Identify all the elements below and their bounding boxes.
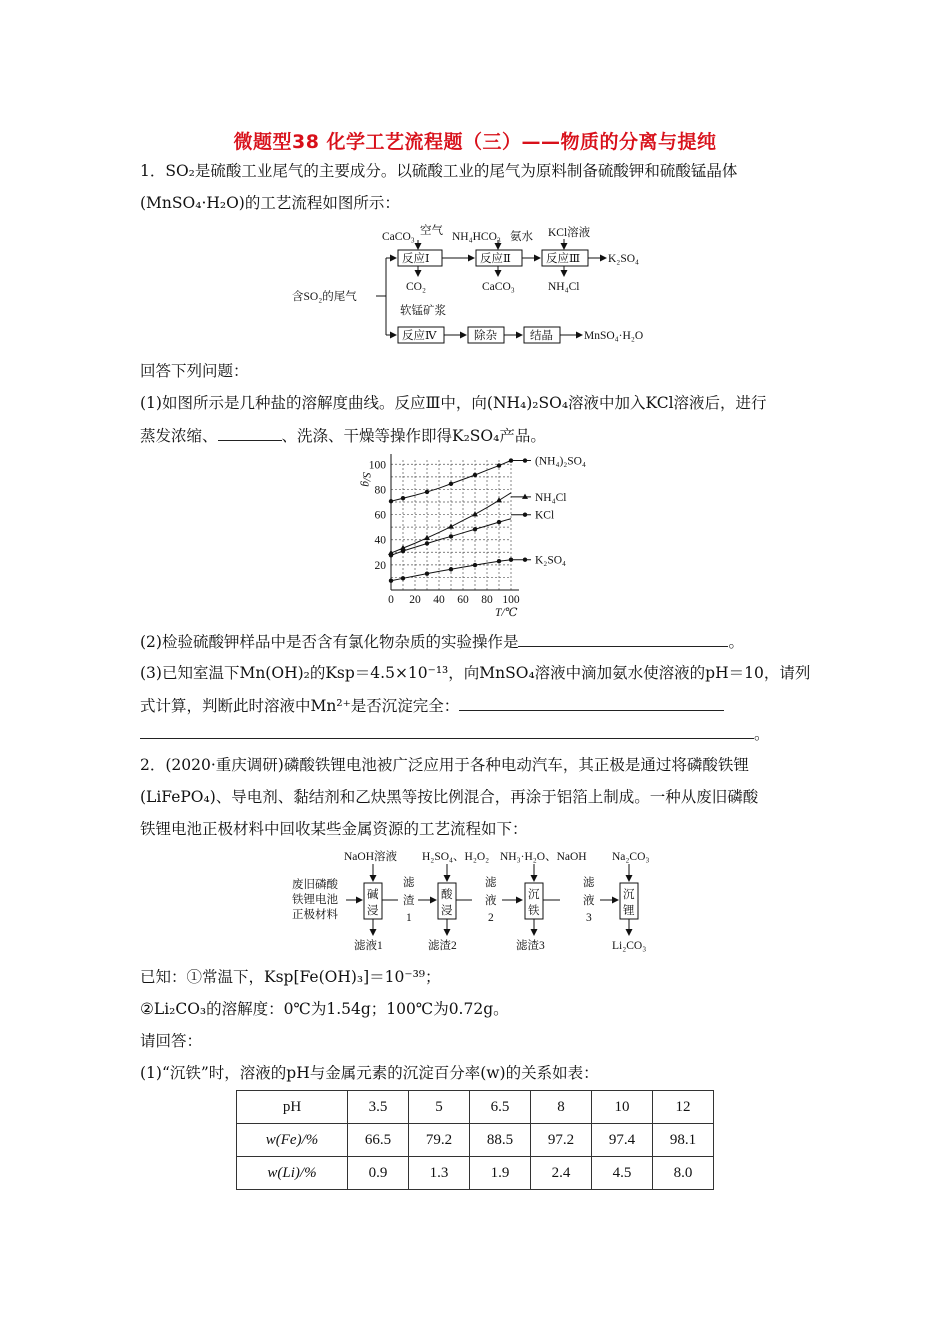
q2-intro-line2: (LiFePO₄)、导电剂、黏结剂和乙炔黑等按比例混合，再涂于铝箔上制成。一种从废旧磷酸 <box>140 788 759 806</box>
data-point <box>473 527 477 531</box>
series-label: KCl <box>535 509 555 522</box>
data-point <box>401 549 405 553</box>
data-point <box>401 576 405 580</box>
table-cell: 5 <box>409 1091 470 1124</box>
q2-step-4-a: 沉 <box>623 889 635 901</box>
table-cell: 1.3 <box>409 1157 470 1190</box>
flow-input-kcl: KCl溶液 <box>548 227 591 239</box>
answer-blank-2[interactable] <box>518 630 728 647</box>
flow-source-label: 含SO₂的尾气 <box>292 291 357 303</box>
q1-sub2-end: 。 <box>728 633 744 651</box>
q2-step-4-b: 锂 <box>623 905 635 917</box>
q2-intro-line3: 铁锂电池正极材料中回收某些金属资源的工艺流程如下： <box>140 820 528 838</box>
q2-known-2: ②Li₂CO₃的溶解度：0℃为1.54g；100℃为0.72g。 <box>140 1000 509 1018</box>
series-label: K₂SO₄ <box>535 554 567 567</box>
q2-intro-line1: 2．(2020·重庆调研)磷酸铁锂电池被广泛应用于各种电动汽车，其正极是通过将磷酸铁锂 <box>140 756 749 774</box>
table-cell: 6.5 <box>470 1091 531 1124</box>
q1-sub1-line1: (1)如图所示是几种盐的溶解度曲线。反应Ⅲ中，向(NH₄)₂SO₄溶液中加入KCl溶液后，进行 <box>140 394 767 412</box>
q1-sub2 <box>140 630 820 653</box>
table-cell: 88.5 <box>470 1124 531 1157</box>
q2-mid-1c: 1 <box>406 912 412 924</box>
table-cell: 2.4 <box>531 1157 592 1190</box>
y-tick-label: 40 <box>374 534 386 547</box>
q1-sub3-text: 式计算，判断此时溶液中Mn²⁺是否沉淀完全： <box>140 697 460 715</box>
q1-sub1-line2a: 蒸发浓缩、 <box>140 427 218 445</box>
flow-output-caco3: CaCO₃ <box>482 281 515 293</box>
legend-marker <box>523 458 527 462</box>
flow-input-nh4hco3: NH₄HCO₃ <box>452 231 501 243</box>
answer-blank-1[interactable] <box>218 424 282 441</box>
data-point <box>389 578 393 582</box>
y-tick-label: 60 <box>374 509 386 522</box>
legend-marker <box>523 513 527 517</box>
q2-mid-3c: 3 <box>586 912 592 924</box>
data-point <box>425 571 429 575</box>
table-header-row <box>237 1091 714 1124</box>
x-tick-label: 20 <box>409 594 421 606</box>
series-label: NH₄Cl <box>535 491 567 504</box>
q1-intro-line1: 1．SO₂是硫酸工业尾气的主要成分。以硫酸工业的尾气为原料制备硫酸钾和硫酸锰晶体 <box>140 162 738 180</box>
x-tick-label: 40 <box>433 594 445 606</box>
x-tick-label: 80 <box>481 594 493 606</box>
table-cell: 97.2 <box>531 1124 592 1157</box>
q1-sub2-text: (2)检验硫酸钾样品中是否含有氯化物杂质的实验操作是 <box>140 633 519 651</box>
q1-sub3-line2 <box>140 694 820 717</box>
x-tick-label: 100 <box>502 594 520 606</box>
flow-input-caco3: CaCO₃ <box>382 231 415 243</box>
chart-labels <box>360 456 586 619</box>
flow-output-co2: CO₂ <box>406 281 426 293</box>
q1-sub3-line3 <box>140 722 820 745</box>
table-cell: 97.4 <box>592 1124 653 1157</box>
q2-waste-1: 滤液1 <box>354 940 383 952</box>
data-point <box>389 553 393 557</box>
flow-product-k2so4: K₂SO₄ <box>608 253 640 265</box>
table-cell: 3.5 <box>348 1091 409 1124</box>
q2-reagent-1: NaOH溶液 <box>344 851 398 863</box>
q2-flow-diagram <box>290 848 670 958</box>
ph-precipitation-table <box>236 1090 714 1190</box>
data-point <box>473 563 477 567</box>
table-cell: w(Li)/% <box>237 1157 348 1190</box>
q2-step-3-a: 沉 <box>528 889 540 901</box>
y-axis-label: S/g <box>360 472 372 487</box>
answer-blank-3b[interactable] <box>140 722 754 739</box>
table-row <box>237 1157 714 1190</box>
q2-source-2: 铁锂电池 <box>292 894 338 906</box>
q2-product: Li₂CO₃ <box>612 940 647 952</box>
q1-sub3-end: 。 <box>754 725 770 743</box>
q2-mid-2b: 液 <box>485 895 497 907</box>
legend-marker <box>523 558 527 562</box>
q2-sub1: (1)“沉铁”时，溶液的pH与金属元素的沉淀百分率(w)的关系如表： <box>140 1064 599 1082</box>
x-axis-label: T/℃ <box>495 607 518 619</box>
data-point <box>401 496 405 500</box>
legend-marker <box>522 494 528 499</box>
flow-output-nh4cl: NH₄Cl <box>548 281 580 293</box>
y-tick-label: 80 <box>374 484 386 497</box>
page-title: 微题型38 化学工艺流程题（三）——物质的分离与提纯 <box>233 131 717 153</box>
data-point <box>473 473 477 477</box>
table-cell: 8 <box>531 1091 592 1124</box>
table-row <box>237 1124 714 1157</box>
flow-input-air: 空气 <box>420 225 443 237</box>
data-point <box>449 482 453 486</box>
q1-answer-prompt: 回答下列问题： <box>140 362 249 380</box>
table-cell: 0.9 <box>348 1157 409 1190</box>
q2-known-1: 已知：①常温下，Ksp[Fe(OH)₃]＝10⁻³⁹； <box>140 968 441 986</box>
q2-waste-2: 滤渣2 <box>428 940 457 952</box>
flow-purify: 除杂 <box>474 330 497 342</box>
table-cell: 1.9 <box>470 1157 531 1190</box>
data-point <box>472 511 478 516</box>
answer-blank-3a[interactable] <box>459 694 724 711</box>
data-point <box>449 567 453 571</box>
q1-sub1-line2b: 、洗涤、干燥等操作即得K₂SO₄产品。 <box>281 427 546 445</box>
q1-sub3-line1: (3)已知室温下Mn(OH)₂的Ksp＝4.5×10⁻¹³，向MnSO₄溶液中滴加氨水使溶液的pH＝10，请列 <box>140 664 811 682</box>
flow-product-mnso4: MnSO₄·H₂O <box>584 330 644 342</box>
flow-reaction-3: 反应Ⅲ <box>546 253 581 265</box>
q2-mid-1a: 滤 <box>403 877 415 889</box>
q1-sub1-line2 <box>140 424 820 447</box>
q2-reagent-3: NH₃·H₂O、NaOH <box>500 851 587 863</box>
q2-mid-3b: 液 <box>583 895 595 907</box>
q2-source-1: 废旧磷酸 <box>292 879 338 891</box>
flow-reaction-1: 反应Ⅰ <box>402 253 430 265</box>
q2-reagent-2: H₂SO₄、H₂O₂ <box>422 851 490 863</box>
q2-step-3-b: 铁 <box>528 905 540 917</box>
q1-flow-diagram <box>290 222 670 350</box>
y-tick-label: 100 <box>368 459 386 472</box>
data-point <box>425 541 429 545</box>
q2-source-3: 正极材料 <box>292 909 338 921</box>
solubility-chart <box>345 452 615 620</box>
q2-prompt: 请回答： <box>140 1032 203 1050</box>
q1-intro-line2: (MnSO₄·H₂O)的工艺流程如图所示： <box>140 194 400 212</box>
q2-step-1-b: 浸 <box>367 905 379 917</box>
table-cell: 12 <box>653 1091 714 1124</box>
table-cell: pH <box>237 1091 348 1124</box>
q2-step-1-a: 碱 <box>367 889 379 901</box>
table-cell: 66.5 <box>348 1124 409 1157</box>
x-tick-label: 60 <box>457 594 469 606</box>
q2-reagent-4: Na₂CO₃ <box>612 851 650 863</box>
data-point <box>389 499 393 503</box>
data-point <box>497 559 501 563</box>
flow-crystal: 结晶 <box>530 330 553 342</box>
series-label: (NH₄)₂SO₄ <box>535 455 586 468</box>
y-tick-label: 20 <box>374 559 386 572</box>
q2-mid-3a: 滤 <box>583 877 595 889</box>
q2-waste-3: 滤渣3 <box>516 940 545 952</box>
q2-step-2-a: 酸 <box>441 889 453 901</box>
flow-reaction-4: 反应Ⅳ <box>402 330 437 342</box>
flow-input-ammonia: 氨水 <box>510 231 533 243</box>
q2-mid-1b: 渣 <box>403 895 415 907</box>
q2-mid-2c: 2 <box>488 912 494 924</box>
table-cell: 8.0 <box>653 1157 714 1190</box>
flow-input-mn-slurry: 软锰矿浆 <box>400 305 446 317</box>
data-point <box>497 520 501 524</box>
data-point <box>497 463 501 467</box>
data-point <box>425 490 429 494</box>
table-cell: w(Fe)/% <box>237 1124 348 1157</box>
table-cell: 79.2 <box>409 1124 470 1157</box>
data-point <box>449 534 453 538</box>
flow-reaction-2: 反应Ⅱ <box>480 253 511 265</box>
q2-mid-2a: 滤 <box>485 877 497 889</box>
table-cell: 98.1 <box>653 1124 714 1157</box>
table-cell: 10 <box>592 1091 653 1124</box>
x-tick-label: 0 <box>388 594 394 606</box>
data-point <box>496 497 502 502</box>
q2-step-2-b: 浸 <box>441 905 453 917</box>
table-cell: 4.5 <box>592 1157 653 1190</box>
